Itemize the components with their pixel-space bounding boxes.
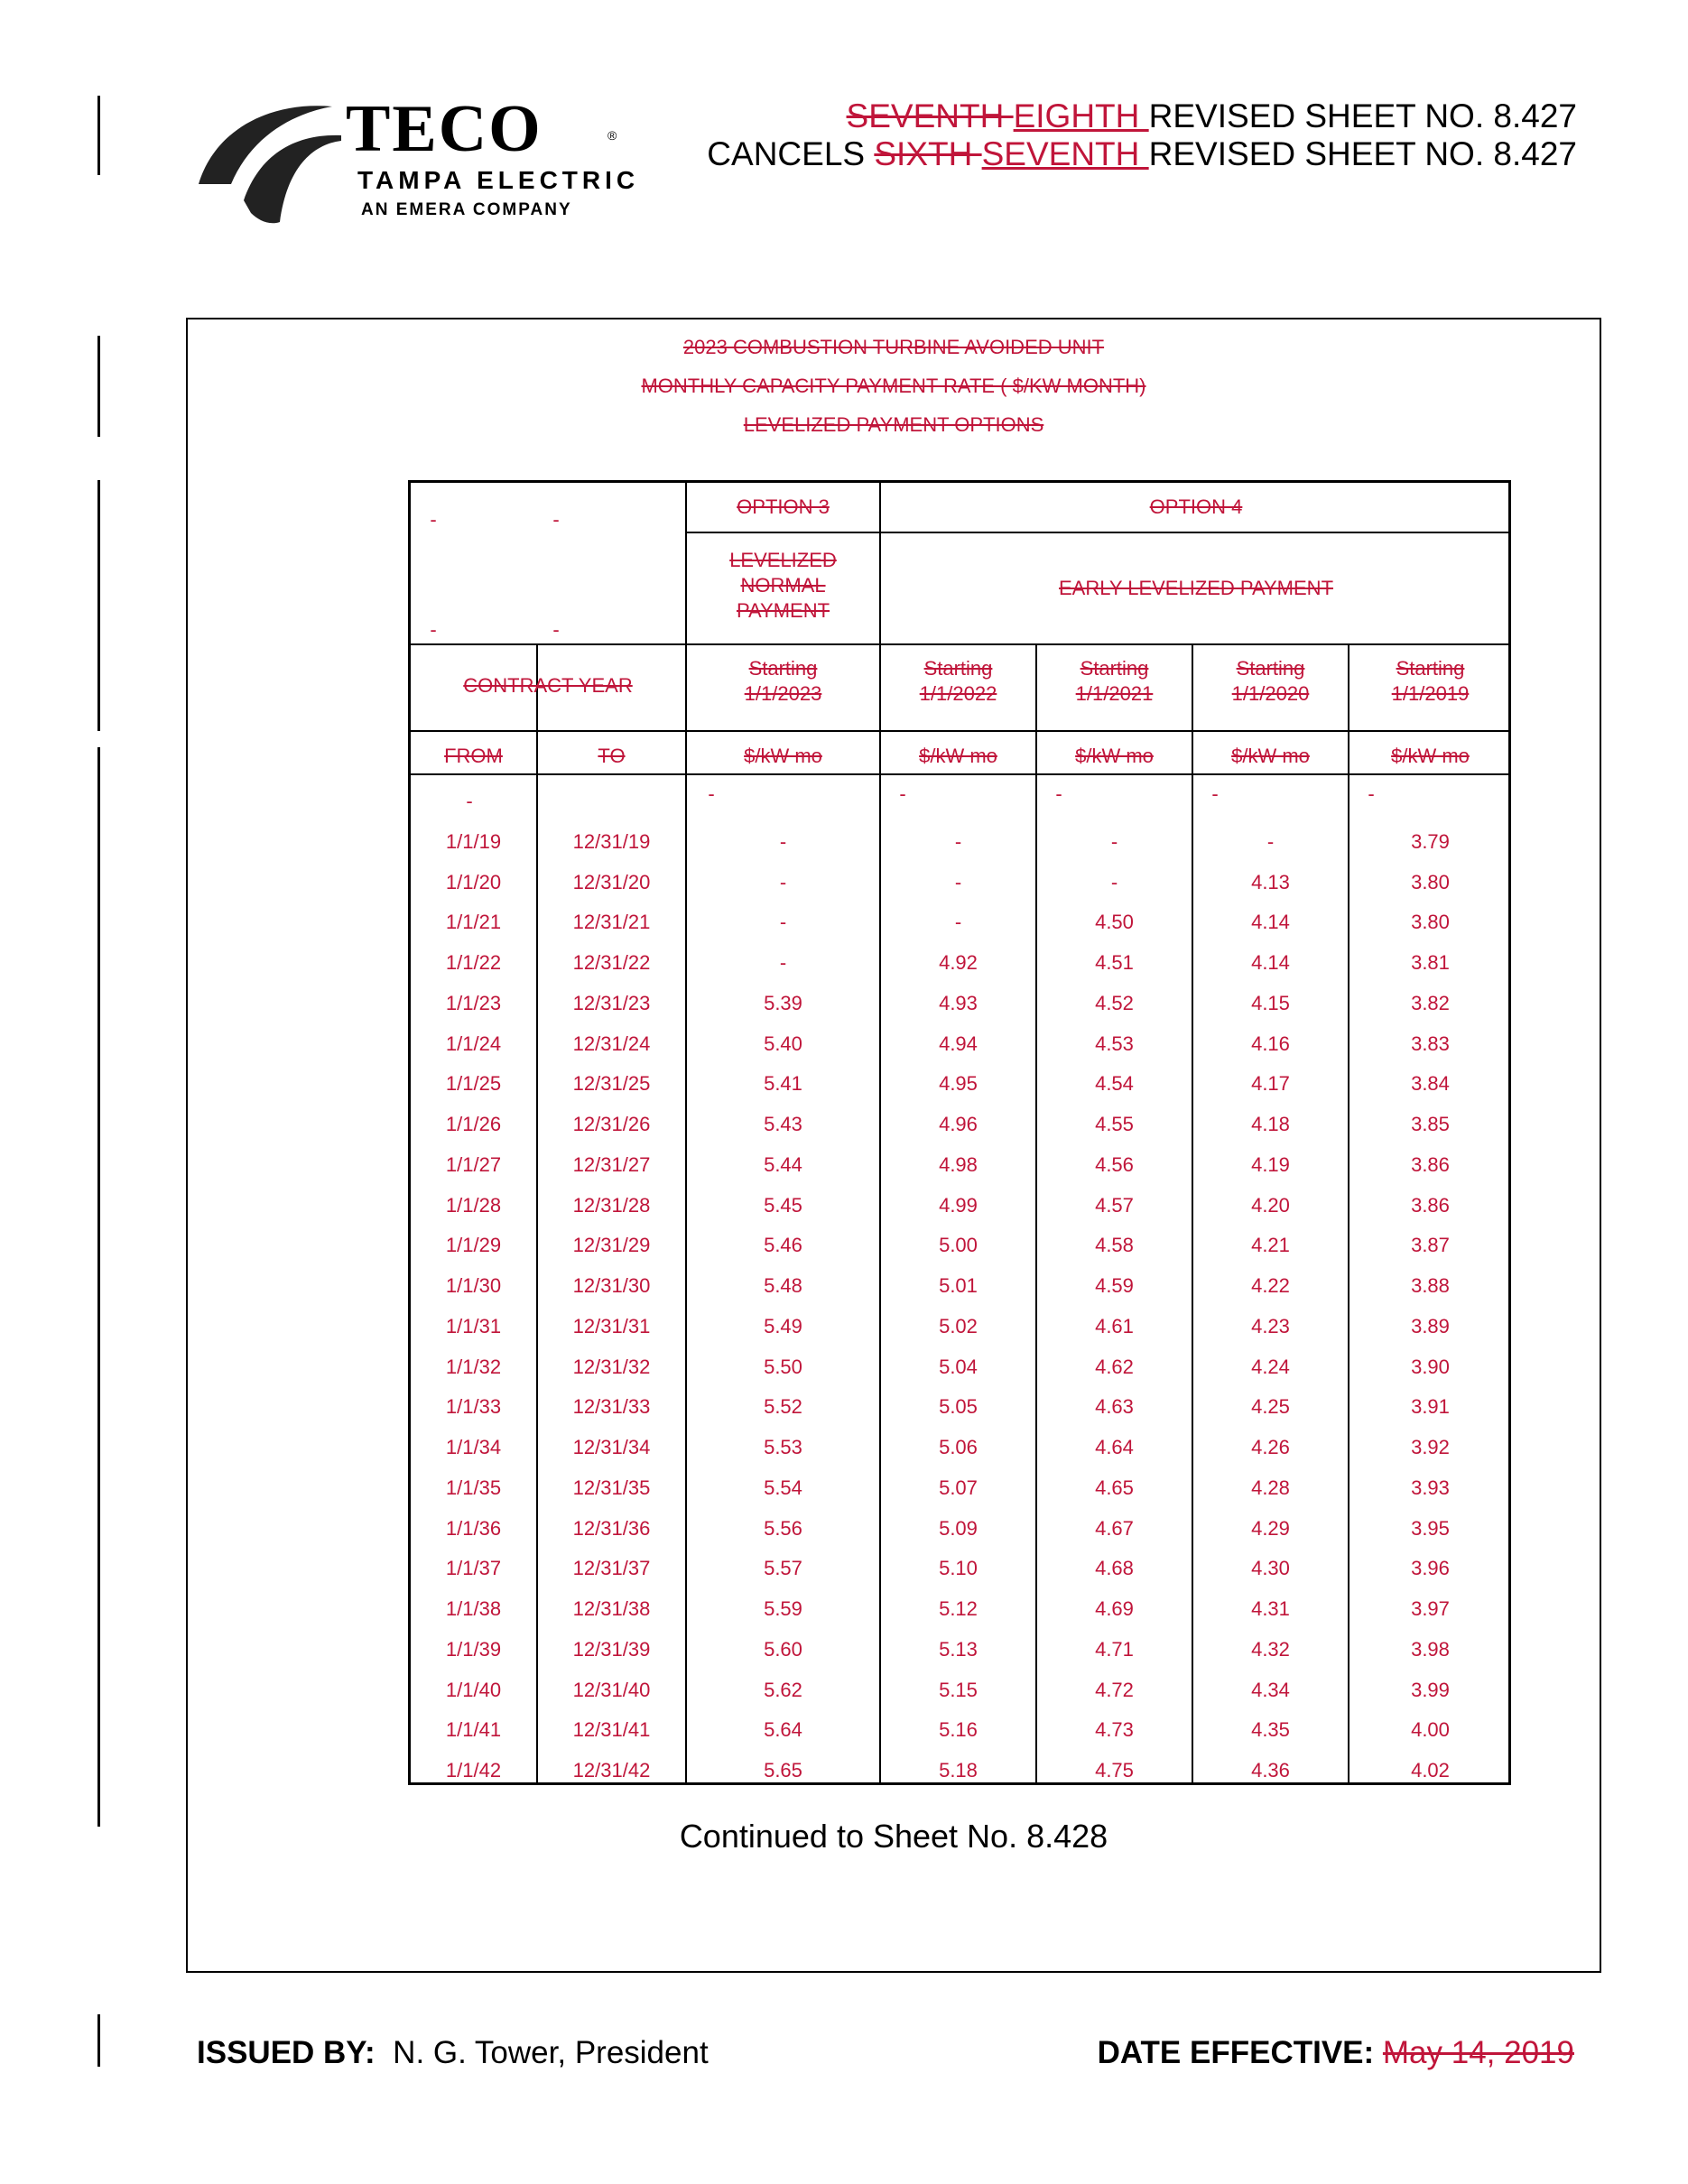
- teco-logo: [197, 94, 666, 229]
- from-cell: 1/1/41: [445, 1718, 502, 1741]
- rate-cell: 4.23: [1251, 1315, 1290, 1337]
- table-row: [411, 992, 1508, 1019]
- title-line-3: LEVELIZED PAYMENT OPTIONS: [743, 413, 1044, 436]
- rate-cell: 4.56: [1095, 1153, 1134, 1176]
- rate-cell: 4.36: [1251, 1759, 1290, 1781]
- rate-cell: 5.45: [764, 1194, 802, 1217]
- placeholder-dash: -: [430, 508, 437, 531]
- to-cell: 12/31/42: [572, 1759, 651, 1781]
- issued-by: [197, 2035, 709, 2071]
- from-header: FROM: [444, 745, 503, 767]
- rate-cell: 5.49: [764, 1315, 802, 1337]
- table-row: [411, 1517, 1508, 1544]
- table-row: [411, 1557, 1508, 1584]
- rate-cell: 3.91: [1411, 1395, 1450, 1418]
- rate-cell: 4.98: [939, 1153, 978, 1176]
- starting-label: Starting: [1236, 657, 1305, 680]
- from-cell: 1/1/20: [445, 871, 502, 893]
- rate-cell: 3.85: [1411, 1113, 1450, 1135]
- sheet-number-line: [847, 97, 1577, 135]
- placeholder-dash: -: [466, 790, 473, 812]
- rate-cell: 4.58: [1095, 1234, 1134, 1256]
- rate-cell: 4.22: [1251, 1274, 1290, 1297]
- rate-cell: 5.54: [764, 1476, 802, 1499]
- rate-cell: 3.86: [1411, 1194, 1450, 1217]
- table-row: [411, 1597, 1508, 1624]
- rate-cell: 5.05: [939, 1395, 978, 1418]
- to-cell: 12/31/22: [572, 951, 651, 974]
- rate-cell: 5.65: [764, 1759, 802, 1781]
- starting-date: 1/1/2023: [744, 682, 822, 705]
- to-cell: 12/31/30: [572, 1274, 651, 1297]
- from-cell: 1/1/35: [445, 1476, 502, 1499]
- table-row: [411, 1759, 1508, 1786]
- continued-note: Continued to Sheet No. 8.428: [679, 1818, 1108, 1855]
- unit-header: $/kW mo: [1075, 745, 1154, 767]
- from-cell: 1/1/32: [445, 1356, 502, 1378]
- rate-cell: 3.80: [1411, 871, 1450, 893]
- title-line-1: 2023 COMBUSTION TURBINE AVOIDED UNIT: [682, 336, 1105, 358]
- table-row: [411, 1436, 1508, 1463]
- rate-cell: 4.34: [1251, 1679, 1290, 1701]
- rate-cell: 5.57: [764, 1557, 802, 1579]
- placeholder-dash: -: [1055, 782, 1062, 805]
- to-cell: 12/31/31: [572, 1315, 651, 1337]
- rate-cell: 4.00: [1411, 1718, 1450, 1741]
- to-cell: 12/31/26: [572, 1113, 651, 1135]
- rate-cell: 3.83: [1411, 1032, 1450, 1055]
- to-cell: 12/31/19: [572, 830, 651, 853]
- rate-cell: 4.13: [1251, 871, 1290, 893]
- from-cell: 1/1/40: [445, 1679, 502, 1701]
- rate-cell: 3.99: [1411, 1679, 1450, 1701]
- rate-cell: -: [954, 871, 962, 893]
- rate-cell: 5.41: [764, 1072, 802, 1095]
- rate-cell: -: [1266, 830, 1275, 853]
- from-cell: 1/1/21: [445, 911, 502, 933]
- table-row: [411, 1315, 1508, 1342]
- starting-label: Starting: [748, 657, 818, 680]
- from-cell: 1/1/25: [445, 1072, 502, 1095]
- effective-value: May 14, 2019: [1382, 2035, 1574, 2070]
- placeholder-dash: -: [552, 618, 560, 641]
- starting-date-header: [1193, 656, 1348, 707]
- from-cell: 1/1/30: [445, 1274, 502, 1297]
- rate-cell: 4.14: [1251, 951, 1290, 974]
- rate-cell: 4.75: [1095, 1759, 1134, 1781]
- rate-cell: 5.46: [764, 1234, 802, 1256]
- placeholder-dash: -: [899, 782, 906, 805]
- unit-header: $/kW mo: [919, 745, 997, 767]
- starting-label: Starting: [1080, 657, 1149, 680]
- placeholder-dash: -: [552, 508, 560, 531]
- rate-cell: 4.54: [1095, 1072, 1134, 1095]
- from-cell: 1/1/23: [445, 992, 502, 1014]
- rate-cell: 5.02: [939, 1315, 978, 1337]
- rate-cell: 4.57: [1095, 1194, 1134, 1217]
- rate-cell: 4.28: [1251, 1476, 1290, 1499]
- rate-cell: 3.98: [1411, 1638, 1450, 1661]
- logo-emera: AN EMERA COMPANY: [361, 200, 572, 219]
- rate-cell: 3.81: [1411, 951, 1450, 974]
- header-text: PAYMENT: [736, 599, 830, 622]
- to-cell: 12/31/39: [572, 1638, 651, 1661]
- rate-cell: 4.26: [1251, 1436, 1290, 1458]
- to-cell: 12/31/38: [572, 1597, 651, 1620]
- rate-cell: 3.79: [1411, 830, 1450, 853]
- rate-cell: 4.16: [1251, 1032, 1290, 1055]
- rate-cell: -: [779, 871, 787, 893]
- rate-cell: 4.52: [1095, 992, 1134, 1014]
- rate-cell: 3.82: [1411, 992, 1450, 1014]
- rate-cell: 5.10: [939, 1557, 978, 1579]
- rate-cell: 3.89: [1411, 1315, 1450, 1337]
- table-row: [411, 1113, 1508, 1140]
- rate-cell: 4.63: [1095, 1395, 1134, 1418]
- rate-cell: 4.55: [1095, 1113, 1134, 1135]
- starting-label: Starting: [923, 657, 993, 680]
- to-cell: 12/31/25: [572, 1072, 651, 1095]
- table-row: [411, 1274, 1508, 1301]
- rate-cell: 4.30: [1251, 1557, 1290, 1579]
- logo-tampa-electric: TAMPA ELECTRIC: [357, 166, 640, 194]
- rate-cell: 5.12: [939, 1597, 978, 1620]
- rate-cell: 4.71: [1095, 1638, 1134, 1661]
- rate-cell: 4.92: [939, 951, 978, 974]
- rate-cell: 5.56: [764, 1517, 802, 1540]
- rate-cell: -: [954, 830, 962, 853]
- table-row: [411, 1032, 1508, 1060]
- new-revision: SEVENTH: [981, 135, 1149, 172]
- issued-label: ISSUED BY:: [197, 2035, 376, 2070]
- unit-header: $/kW mo: [744, 745, 822, 767]
- swoosh-icon: [197, 94, 341, 229]
- sheet-number-text: REVISED SHEET NO. 8.427: [1148, 97, 1577, 134]
- from-cell: 1/1/36: [445, 1517, 502, 1540]
- placeholder-dash: -: [430, 618, 437, 641]
- to-cell: 12/31/35: [572, 1476, 651, 1499]
- starting-date: 1/1/2021: [1075, 682, 1154, 705]
- rate-cell: 4.17: [1251, 1072, 1290, 1095]
- table-row: [411, 1234, 1508, 1261]
- rate-cell: 4.24: [1251, 1356, 1290, 1378]
- rate-cell: -: [779, 830, 787, 853]
- effective-label: DATE EFFECTIVE:: [1097, 2035, 1375, 2070]
- rate-cell: 4.35: [1251, 1718, 1290, 1741]
- registered-mark: ®: [607, 128, 617, 143]
- header-text: NORMAL: [740, 574, 826, 597]
- starting-date-header: [1349, 656, 1511, 707]
- to-cell: 12/31/37: [572, 1557, 651, 1579]
- unit-header: $/kW mo: [1231, 745, 1310, 767]
- rate-cell: 4.68: [1095, 1557, 1134, 1579]
- rate-cell: 4.51: [1095, 951, 1134, 974]
- to-cell: 12/31/29: [572, 1234, 651, 1256]
- change-bar: [97, 336, 100, 437]
- starting-date-header: [1037, 656, 1192, 707]
- from-cell: 1/1/26: [445, 1113, 502, 1135]
- rate-cell: 3.87: [1411, 1234, 1450, 1256]
- to-cell: 12/31/23: [572, 992, 651, 1014]
- rate-cell: 3.92: [1411, 1436, 1450, 1458]
- rate-cell: 4.65: [1095, 1476, 1134, 1499]
- from-cell: 1/1/42: [445, 1759, 502, 1781]
- rate-cell: 5.44: [764, 1153, 802, 1176]
- change-bar: [97, 747, 100, 1827]
- rate-cell: -: [779, 911, 787, 933]
- rate-cell: 3.96: [1411, 1557, 1450, 1579]
- from-cell: 1/1/39: [445, 1638, 502, 1661]
- rate-cell: 3.97: [1411, 1597, 1450, 1620]
- payment-rate-table: [408, 480, 1511, 1785]
- from-cell: 1/1/33: [445, 1395, 502, 1418]
- rate-cell: 4.67: [1095, 1517, 1134, 1540]
- rate-cell: -: [1110, 871, 1118, 893]
- to-cell: 12/31/20: [572, 871, 651, 893]
- rate-cell: 5.39: [764, 992, 802, 1014]
- rate-cell: 5.09: [939, 1517, 978, 1540]
- struck-revision: SIXTH: [874, 135, 982, 172]
- title-line-2: MONTHLY CAPACITY PAYMENT RATE ( $/KW MONTH): [641, 375, 1146, 397]
- table-row: [411, 871, 1508, 898]
- rate-cell: 3.90: [1411, 1356, 1450, 1378]
- rate-cell: 5.48: [764, 1274, 802, 1297]
- rate-cell: 4.69: [1095, 1597, 1134, 1620]
- rate-cell: 4.25: [1251, 1395, 1290, 1418]
- rate-cell: 5.15: [939, 1679, 978, 1701]
- from-cell: 1/1/34: [445, 1436, 502, 1458]
- rate-cell: 3.88: [1411, 1274, 1450, 1297]
- to-cell: 12/31/28: [572, 1194, 651, 1217]
- rate-cell: 5.16: [939, 1718, 978, 1741]
- starting-date: 1/1/2019: [1391, 682, 1470, 705]
- cancels-label: CANCELS: [707, 135, 875, 172]
- table-row: [411, 1679, 1508, 1706]
- table-row: [411, 951, 1508, 978]
- rate-cell: 4.53: [1095, 1032, 1134, 1055]
- rate-cell: 4.21: [1251, 1234, 1290, 1256]
- to-cell: 12/31/36: [572, 1517, 651, 1540]
- table-rule: [685, 532, 1508, 533]
- table-row: [411, 1718, 1508, 1745]
- rate-cell: 4.96: [939, 1113, 978, 1135]
- rate-cell: 4.64: [1095, 1436, 1134, 1458]
- rate-cell: 4.32: [1251, 1638, 1290, 1661]
- rate-cell: 4.29: [1251, 1517, 1290, 1540]
- from-cell: 1/1/22: [445, 951, 502, 974]
- to-cell: 12/31/41: [572, 1718, 651, 1741]
- rate-cell: 4.61: [1095, 1315, 1134, 1337]
- rate-cell: 5.52: [764, 1395, 802, 1418]
- from-cell: 1/1/24: [445, 1032, 502, 1055]
- change-bar: [97, 96, 100, 175]
- table-row: [411, 1194, 1508, 1221]
- change-bar: [97, 2014, 100, 2067]
- rate-cell: 5.50: [764, 1356, 802, 1378]
- levelized-normal-header: [687, 548, 879, 624]
- unit-header: $/kW mo: [1391, 745, 1470, 767]
- table-row: [411, 1153, 1508, 1180]
- to-cell: 12/31/33: [572, 1395, 651, 1418]
- rate-cell: 5.59: [764, 1597, 802, 1620]
- rate-cell: 3.80: [1411, 911, 1450, 933]
- rate-cell: 3.84: [1411, 1072, 1450, 1095]
- starting-date-header: [881, 656, 1035, 707]
- rate-cell: 4.18: [1251, 1113, 1290, 1135]
- table-row: [411, 1356, 1508, 1383]
- contract-year-header: CONTRACT YEAR: [463, 674, 633, 697]
- rate-cell: 4.93: [939, 992, 978, 1014]
- table-row: [411, 1476, 1508, 1504]
- rate-cell: 5.43: [764, 1113, 802, 1135]
- rate-cell: 4.31: [1251, 1597, 1290, 1620]
- table-row: [411, 1072, 1508, 1099]
- table-rule: [411, 773, 1508, 775]
- rate-cell: 5.60: [764, 1638, 802, 1661]
- placeholder-dash: -: [708, 782, 715, 805]
- rate-cell: 5.53: [764, 1436, 802, 1458]
- rate-cell: 5.18: [939, 1759, 978, 1781]
- rate-cell: 4.20: [1251, 1194, 1290, 1217]
- placeholder-dash: -: [1211, 782, 1219, 805]
- to-cell: 12/31/40: [572, 1679, 651, 1701]
- rate-cell: 5.04: [939, 1356, 978, 1378]
- rate-cell: 5.13: [939, 1638, 978, 1661]
- table-row: [411, 911, 1508, 938]
- from-cell: 1/1/29: [445, 1234, 502, 1256]
- rate-cell: 5.06: [939, 1436, 978, 1458]
- option-3-header: OPTION 3: [737, 495, 830, 518]
- rate-cell: 5.64: [764, 1718, 802, 1741]
- rate-cell: 5.01: [939, 1274, 978, 1297]
- rate-cell: 4.95: [939, 1072, 978, 1095]
- to-cell: 12/31/34: [572, 1436, 651, 1458]
- date-effective: [1098, 2035, 1574, 2071]
- rate-cell: 4.50: [1095, 911, 1134, 933]
- header-text: LEVELIZED: [729, 549, 837, 571]
- rate-cell: -: [779, 951, 787, 974]
- from-cell: 1/1/38: [445, 1597, 502, 1620]
- from-cell: 1/1/28: [445, 1194, 502, 1217]
- cancels-line: [707, 135, 1577, 173]
- to-cell: 12/31/24: [572, 1032, 651, 1055]
- to-cell: 12/31/27: [572, 1153, 651, 1176]
- table-rule: [411, 643, 1508, 645]
- rate-cell: 5.07: [939, 1476, 978, 1499]
- early-levelized-header: EARLY LEVELIZED PAYMENT: [1058, 577, 1334, 599]
- rate-cell: 4.19: [1251, 1153, 1290, 1176]
- rate-cell: 4.14: [1251, 911, 1290, 933]
- issued-value: N. G. Tower, President: [393, 2035, 709, 2070]
- logo-wordmark: TECO: [346, 92, 543, 166]
- rate-cell: 4.62: [1095, 1356, 1134, 1378]
- starting-date: 1/1/2022: [919, 682, 997, 705]
- table-row: [411, 830, 1508, 857]
- table-row: [411, 1638, 1508, 1665]
- rate-cell: 4.94: [939, 1032, 978, 1055]
- starting-date: 1/1/2020: [1231, 682, 1310, 705]
- change-bar: [97, 480, 100, 731]
- new-revision: EIGHTH: [1013, 97, 1149, 134]
- placeholder-dash: -: [1368, 782, 1375, 805]
- rate-cell: 5.00: [939, 1234, 978, 1256]
- rate-cell: 4.59: [1095, 1274, 1134, 1297]
- from-cell: 1/1/37: [445, 1557, 502, 1579]
- rate-cell: 4.15: [1251, 992, 1290, 1014]
- rate-cell: 3.95: [1411, 1517, 1450, 1540]
- rate-cell: 5.62: [764, 1679, 802, 1701]
- to-cell: 12/31/32: [572, 1356, 651, 1378]
- starting-date-header: [687, 656, 879, 707]
- to-cell: 12/31/21: [572, 911, 651, 933]
- rate-cell: -: [1110, 830, 1118, 853]
- rate-cell: 4.02: [1411, 1759, 1450, 1781]
- starting-label: Starting: [1396, 657, 1465, 680]
- table-rule: [411, 730, 1508, 732]
- rate-cell: 5.40: [764, 1032, 802, 1055]
- rate-cell: 4.73: [1095, 1718, 1134, 1741]
- rate-cell: 3.86: [1411, 1153, 1450, 1176]
- from-cell: 1/1/31: [445, 1315, 502, 1337]
- rate-cell: 4.99: [939, 1194, 978, 1217]
- struck-revision: SEVENTH: [846, 97, 1014, 134]
- rate-cell: 4.72: [1095, 1679, 1134, 1701]
- to-header: TO: [598, 745, 626, 767]
- option-4-header: OPTION 4: [1149, 495, 1243, 518]
- rate-cell: -: [954, 911, 962, 933]
- sheet-number-text: REVISED SHEET NO. 8.427: [1148, 135, 1577, 172]
- from-cell: 1/1/27: [445, 1153, 502, 1176]
- table-row: [411, 1395, 1508, 1422]
- from-cell: 1/1/19: [445, 830, 502, 853]
- rate-cell: 3.93: [1411, 1476, 1450, 1499]
